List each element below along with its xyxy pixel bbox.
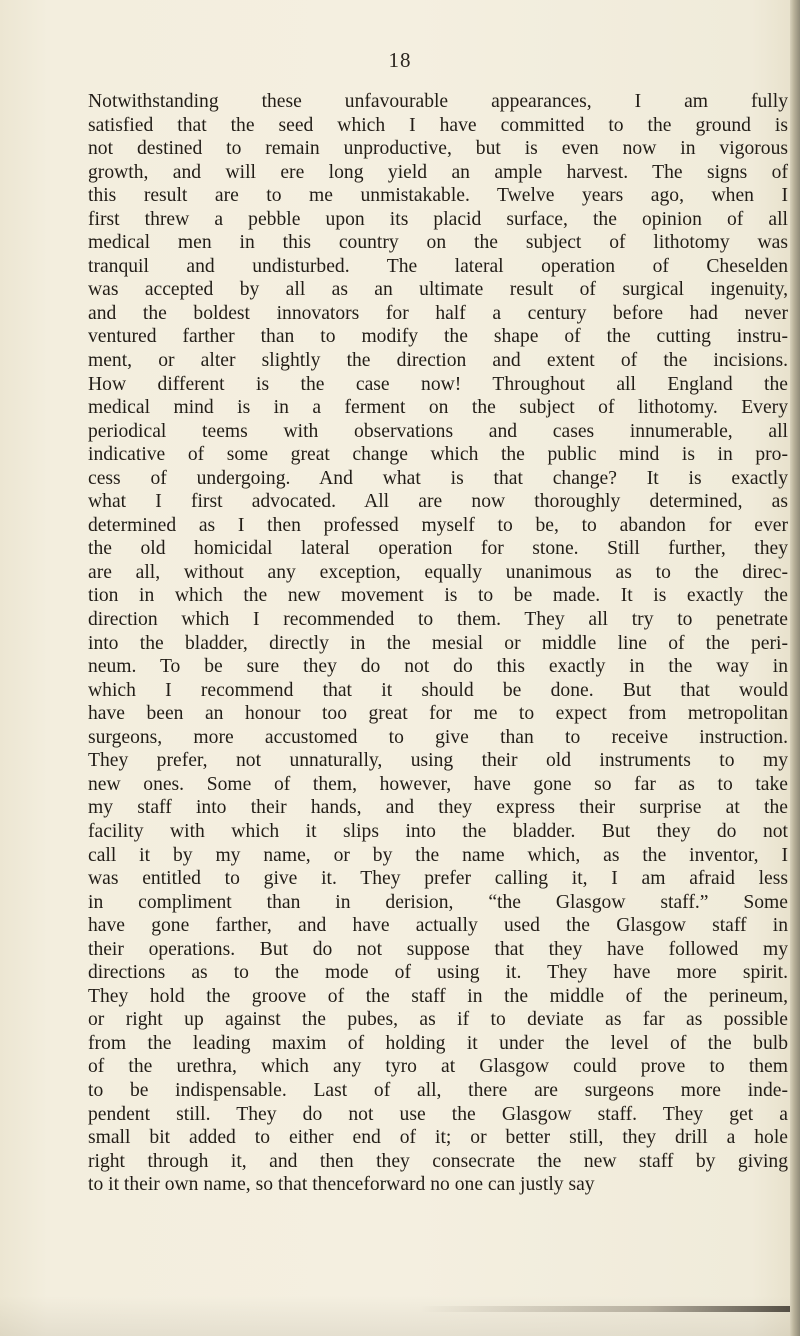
text-line: satisfied that the seed which I have committed to the ground is: [88, 114, 788, 136]
text-line: to it their own name, so that thenceforward no one can justly say: [88, 1174, 595, 1196]
text-line: facility with which it slips into the bladder. But they do not: [88, 820, 788, 842]
text-line: neum. To be sure they do not do this exactly in the way in: [88, 656, 788, 678]
text-line: this result are to me unmistakable. Twelve years ago, when I: [88, 185, 788, 207]
text-line: pendent still. They do not use the Glasgow staff. They get a: [88, 1103, 788, 1125]
text-line: new ones. Some of them, however, have gone so far as to take: [88, 773, 788, 795]
text-line: cess of undergoing. And what is that change? It is exactly: [88, 467, 788, 489]
text-line: not destined to remain unproductive, but is even now in vigorous: [88, 138, 788, 160]
page-number: 18: [388, 48, 412, 72]
text-line: what I first advocated. All are now thoroughly determined, as: [88, 491, 788, 513]
text-line: into the bladder, directly in the mesial or middle line of the peri-: [88, 632, 788, 654]
text-line: small bit added to either end of it; or better still, they drill a hole: [88, 1127, 788, 1149]
text-line: ventured farther than to modify the shape of the cutting instru-: [88, 326, 788, 348]
text-line: have been an honour too great for me to expect from metropolitan: [88, 703, 788, 725]
text-line: How different is the case now! Throughout all England the: [88, 373, 788, 395]
text-line: right through it, and then they consecrate the new staff by giving: [88, 1150, 788, 1172]
text-line: to be indispensable. Last of all, there are surgeons more inde-: [88, 1079, 788, 1101]
text-line: and the boldest innovators for half a century before had never: [88, 302, 788, 324]
text-line: medical men in this country on the subject of lithotomy was: [88, 232, 788, 254]
text-line: was accepted by all as an ultimate result of surgical ingenuity,: [88, 279, 788, 301]
text-line: have gone farther, and have actually used the Glasgow staff in: [88, 915, 788, 937]
page-bottom-shadow: [0, 1296, 800, 1336]
text-line: tion in which the new movement is to be made. It is exactly the: [88, 585, 788, 607]
page-bottom-stain: [420, 1306, 800, 1312]
text-line: indicative of some great change which the public mind is in pro-: [88, 444, 788, 466]
text-line: from the leading maxim of holding it under the level of the bulb: [88, 1032, 788, 1054]
text-line: or right up against the pubes, as if to deviate as far as possible: [88, 1009, 788, 1031]
text-line: direction which I recommended to them. They all try to penetrate: [88, 609, 788, 631]
text-line: medical mind is in a ferment on the subject of lithotomy. Every: [88, 397, 788, 419]
text-line: directions as to the mode of using it. They have more spirit.: [88, 962, 788, 984]
text-line: call it by my name, or by the name which, as the inventor, I: [88, 844, 788, 866]
text-line: their operations. But do not suppose that they have followed my: [88, 938, 788, 960]
text-line: was entitled to give it. They prefer calling it, I am afraid less: [88, 868, 788, 890]
text-line: in compliment than in derision, “the Glasgow staff.” Some: [88, 891, 788, 913]
text-line: are all, without any exception, equally unanimous as to the direc-: [88, 561, 788, 583]
text-line: my staff into their hands, and they express their surprise at the: [88, 797, 788, 819]
text-line: determined as I then professed myself to be, to abandon for ever: [88, 514, 788, 536]
body-paragraph: [88, 90, 788, 1197]
page-right-edge: [790, 0, 800, 1336]
text-line: They hold the groove of the staff in the middle of the perineum,: [88, 985, 788, 1007]
text-line: Notwithstanding these unfavourable appearances, I am fully: [88, 91, 788, 112]
text-line: tranquil and undisturbed. The lateral operation of Cheselden: [88, 255, 788, 277]
text-line: growth, and will ere long yield an ample harvest. The signs of: [88, 161, 788, 183]
text-line: periodical teems with observations and cases innumerable, all: [88, 420, 788, 442]
text-line: They prefer, not unnaturally, using their old instruments to my: [88, 750, 788, 772]
text-line: surgeons, more accustomed to give than to receive instruction.: [88, 726, 788, 748]
text-line: the old homicidal lateral operation for stone. Still further, they: [88, 538, 788, 560]
text-line: of the urethra, which any tyro at Glasgow could prove to them: [88, 1056, 788, 1078]
text-line: ment, or alter slightly the direction and extent of the incisions.: [88, 350, 788, 372]
text-line: which I recommend that it should be done. But that would: [88, 679, 788, 701]
text-line: first threw a pebble upon its placid surface, the opinion of all: [88, 208, 788, 230]
